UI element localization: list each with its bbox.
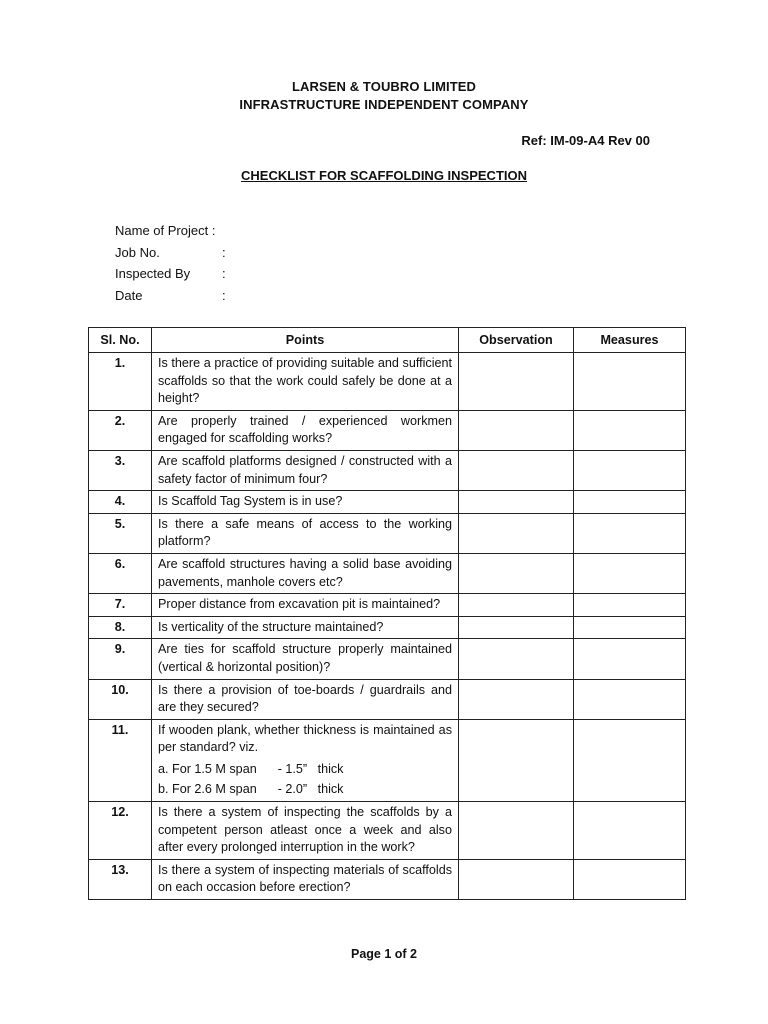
column-header-points: Points: [152, 328, 459, 353]
row-number: 5.: [89, 513, 152, 553]
row-point: [152, 679, 459, 719]
row-number: 1.: [89, 353, 152, 411]
document-reference: Ref: IM-09-A4 Rev 00: [521, 133, 650, 148]
measures-cell[interactable]: [574, 553, 686, 593]
observation-cell[interactable]: [459, 553, 574, 593]
field-colon: :: [222, 287, 226, 303]
row-point: [152, 410, 459, 450]
point-text: Is there a provision of toe-boards / guardrails and are they secured?: [158, 682, 452, 715]
measures-cell[interactable]: [574, 353, 686, 411]
measures-cell[interactable]: [574, 594, 686, 617]
field-label: Inspected By: [115, 266, 191, 281]
point-text: Is Scaffold Tag System is in use?: [158, 494, 343, 509]
table-row: [89, 450, 686, 490]
field-label: Date: [115, 287, 143, 303]
field-row-job-no: [115, 242, 415, 264]
measures-cell[interactable]: [574, 639, 686, 679]
observation-cell[interactable]: [459, 616, 574, 639]
measures-cell[interactable]: [574, 859, 686, 899]
row-point: [152, 594, 459, 617]
row-number: 13.: [89, 859, 152, 899]
row-point: [152, 450, 459, 490]
table-row: [89, 513, 686, 553]
row-number: 3.: [89, 450, 152, 490]
table-row: [89, 353, 686, 411]
observation-cell[interactable]: [459, 410, 574, 450]
row-number: 4.: [89, 491, 152, 514]
row-point: [152, 802, 459, 860]
row-number: 12.: [89, 802, 152, 860]
column-header-sl-no: Sl. No.: [89, 328, 152, 353]
table-row: [89, 639, 686, 679]
observation-cell[interactable]: [459, 450, 574, 490]
point-text: Is there a system of inspecting the scaffolds by a competent person atleast once a week and also after every prolonged interruption in the work?: [158, 805, 452, 855]
table-row: [89, 859, 686, 899]
point-text: Proper distance from excavation pit is maintained?: [158, 597, 441, 612]
measures-cell[interactable]: [574, 450, 686, 490]
field-colon: :: [222, 266, 226, 281]
row-point: [152, 353, 459, 411]
row-point: [152, 719, 459, 801]
project-fields: [115, 220, 415, 306]
point-text: If wooden plank, whether thickness is maintained as per standard? viz.: [158, 722, 452, 755]
measures-cell[interactable]: [574, 513, 686, 553]
document-title: CHECKLIST FOR SCAFFOLDING INSPECTION: [241, 168, 527, 183]
observation-cell[interactable]: [459, 802, 574, 860]
table-row: [89, 553, 686, 593]
column-header-measures: Measures: [574, 328, 686, 353]
observation-cell[interactable]: [459, 594, 574, 617]
row-point: [152, 491, 459, 514]
field-colon: :: [211, 223, 216, 238]
company-name: LARSEN & TOUBRO LIMITED: [291, 79, 477, 94]
row-number: 6.: [89, 553, 152, 593]
point-text: Is there a practice of providing suitable and sufficient scaffolds so that the work could safely be done at a height?: [158, 356, 452, 406]
measures-cell[interactable]: [574, 491, 686, 514]
table-row: [89, 491, 686, 514]
measures-cell[interactable]: [574, 802, 686, 860]
field-colon: :: [222, 244, 226, 260]
page-number: Page 1 of 2: [351, 947, 417, 961]
row-number: 2.: [89, 410, 152, 450]
observation-cell[interactable]: [459, 491, 574, 514]
column-header-observation: Observation: [459, 328, 574, 353]
point-text: Is there a system of inspecting materials of scaffolds on each occasion before erection?: [158, 862, 452, 895]
row-number: 9.: [89, 639, 152, 679]
field-label: [115, 220, 215, 242]
measures-cell[interactable]: [574, 410, 686, 450]
observation-cell[interactable]: [459, 859, 574, 899]
point-sub-item: a. For 1.5 M span - 1.5” thick: [158, 761, 344, 776]
point-text: Are scaffold platforms designed / constructed with a safety factor of minimum four?: [158, 453, 452, 486]
row-point: [152, 553, 459, 593]
table-row: [89, 679, 686, 719]
checklist-table: [88, 327, 686, 900]
measures-cell[interactable]: [574, 616, 686, 639]
observation-cell[interactable]: [459, 679, 574, 719]
measures-cell[interactable]: [574, 719, 686, 801]
field-label-text: Name of Project: [115, 223, 209, 238]
point-text: Are scaffold structures having a solid base avoiding pavements, manhole covers etc?: [158, 556, 452, 589]
table-row: [89, 410, 686, 450]
company-division: INFRASTRUCTURE INDEPENDENT COMPANY: [239, 97, 529, 112]
table-row: [89, 616, 686, 639]
row-point: [152, 639, 459, 679]
row-point: [152, 513, 459, 553]
table-row: [89, 594, 686, 617]
table-header-row: [89, 328, 686, 353]
row-point: [152, 859, 459, 899]
row-number: 7.: [89, 594, 152, 617]
measures-cell[interactable]: [574, 679, 686, 719]
observation-cell[interactable]: [459, 513, 574, 553]
point-text: Are properly trained / experienced workmen engaged for scaffolding works?: [158, 413, 452, 446]
document-title-block: [0, 168, 768, 183]
point-text: Are ties for scaffold structure properly maintained (vertical & horizontal position)?: [158, 642, 452, 674]
observation-cell[interactable]: [459, 719, 574, 801]
point-sub-item: b. For 2.6 M span - 2.0” thick: [158, 782, 344, 797]
field-row-project: [115, 220, 415, 242]
table-row: [89, 719, 686, 801]
table-row: [89, 802, 686, 860]
row-number: 11.: [89, 719, 152, 801]
observation-cell[interactable]: [459, 639, 574, 679]
point-text: Is there a safe means of access to the working platform?: [158, 516, 452, 549]
point-text: Is verticality of the structure maintained?: [158, 619, 384, 634]
row-point: [152, 616, 459, 639]
field-label: Job No.: [115, 244, 160, 260]
observation-cell[interactable]: [459, 353, 574, 411]
row-number: 10.: [89, 679, 152, 719]
row-number: 8.: [89, 616, 152, 639]
field-row-date: [115, 285, 415, 307]
field-row-inspected-by: [115, 263, 415, 285]
